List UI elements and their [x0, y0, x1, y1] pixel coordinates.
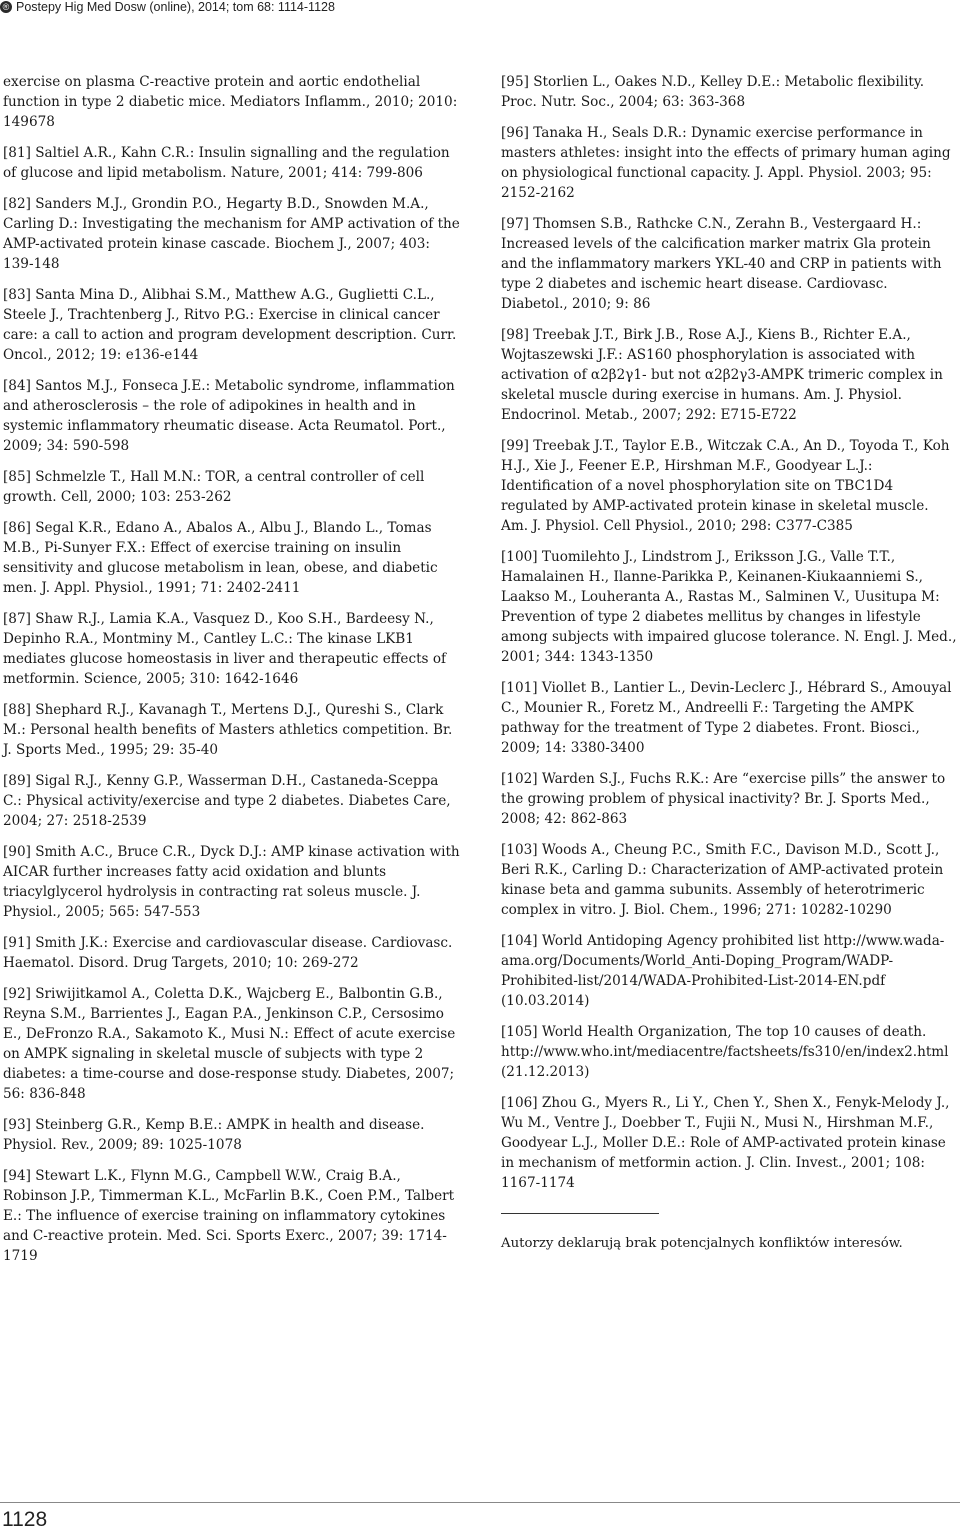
reference-item: [85] Schmelzle T., Hall M.N.: TOR, a central controller of cell growth. Cell, 2000; 103: 253-262 [3, 469, 425, 505]
page-number: 1128 [2, 1508, 48, 1531]
reference-item: [92] Sriwijitkamol A., Coletta D.K., Wajcberg E., Balbontin G.B., Reyna S.M., Barrientes J., Eagan P.A., Jenkinson C.P., Cersosimo E., DeFronzo R.A., Sakamoto K., Musi N.: Effect of acute exercise on AMPK signaling in skeletal muscle of subjects with type 2 diabetes: a time-course and dose-response study. Diabetes, 2007; 56: 836-848 [3, 986, 456, 1102]
reference-item: [106] Zhou G., Myers R., Li Y., Chen Y., Shen X., Fenyk-Melody J., Wu M., Ventre J., Doebber T., Fujii N., Musi N., Hirshman M.F., Goodyear L.J., Moller D.E.: Role of AMP-activated protein kinase in mechanism of metformin action. J. Clin. Invest., 2001; 108: 1167-1174 [501, 1095, 950, 1191]
journal-logo-icon: ® [0, 1, 12, 13]
running-header [0, 0, 960, 22]
reference-item: [103] Woods A., Cheung P.C., Smith F.C., Davison M.D., Scott J., Beri R.K., Carling D.: Characterization of AMP-activated protein kinase beta and gamma subunits. Assembly of heterotrimeric complex in vitro. J. Biol. Chem., 1996; 271: 10282-10290 [501, 842, 944, 918]
reference-item: [86] Segal K.R., Edano A., Abalos A., Albu J., Blando L., Tomas M.B., Pi-Sunyer F.X.: Effect of exercise training on insulin sensitivity and glucose metabolism in lean, obese, and diabetic men. J. Appl. Physiol., 1991; 71: 2402-2411 [3, 520, 438, 596]
reference-item: [90] Smith A.C., Bruce C.R., Dyck D.J.: AMP kinase activation with AICAR further increases fatty acid oxidation and blunts triacylglycerol hydrolysis in contracting rat soleus muscle. J. Physiol., 2005; 565: 547-553 [3, 844, 460, 920]
reference-item: [94] Stewart L.K., Flynn M.G., Campbell W.W., Craig B.A., Robinson J.P., Timmerman K.L., McFarlin B.K., Coen P.M., Talbert E.: The influence of exercise training on inflammatory cytokines and C-reactive protein. Med. Sci. Sports Exerc., 2007; 39: 1714-1719 [3, 1168, 455, 1264]
reference-item: exercise on plasma C-reactive protein and aortic endothelial function in type 2 diabetic mice. Mediators Inflamm., 2010; 2010: 149678 [3, 74, 458, 130]
reference-item: [98] Treebak J.T., Birk J.B., Rose A.J., Kiens B., Richter E.A., Wojtaszewski J.F.: AS160 phosphorylation is associated with activation of α2β2γ1- but not α2β2γ3-AMPK trimeric complex in skeletal muscle during exercise in humans. Am. J. Physiol. Endocrinol. Metab., 2007; 292: E715-E722 [501, 327, 943, 423]
reference-item: [87] Shaw R.J., Lamia K.A., Vasquez D., Koo S.H., Bardeesy N., Depinho R.A., Montminy M., Cantley L.C.: The kinase LKB1 mediates glucose homeostasis in liver and therapeutic effects of metformin. Science, 2005; 310: 1642-1646 [3, 611, 447, 687]
reference-item: [100] Tuomilehto J., Lindstrom J., Eriksson J.G., Valle T.T., Hamalainen H., Ilanne-Parikka P., Keinanen-Kiukaanniemi S., Laakso M., Louheranta A., Rastas M., Salminen V., Uusitupa M: Prevention of type 2 diabetes mellitus by changes in lifestyle among subjects with impaired glucose tolerance. N. Engl. J. Med., 2001; 344: 1343-1350 [501, 549, 957, 665]
reference-item: [84] Santos M.J., Fonseca J.E.: Metabolic syndrome, inflammation and atherosclerosis – the role of adipokines in health and in systemic inflammatory rheumatic disease. Acta Reumatol. Port., 2009; 34: 590-598 [3, 378, 455, 454]
reference-item: [83] Santa Mina D., Alibhai S.M., Matthew A.G., Guglietti C.L., Steele J., Trachtenberg J., Ritvo P.G.: Exercise in clinical cancer care: a call to action and program development description. Curr. Oncol., 2012; 19: e136-e144 [3, 287, 457, 363]
reference-item: [91] Smith J.K.: Exercise and cardiovascular disease. Cardiovasc. Haematol. Disord. Drug Targets, 2010; 10: 269-272 [3, 935, 453, 971]
reference-item: [102] Warden S.J., Fuchs R.K.: Are “exercise pills” the answer to the growing problem of physical inactivity? Br. J. Sports Med., 2008; 42: 862-863 [501, 771, 946, 827]
footnote-separator [501, 1213, 659, 1214]
reference-item: [105] World Health Organization, The top 10 causes of death. http://www.who.int/mediacentre/factsheets/fs310/en/index2.html (21.12.2013) [501, 1024, 949, 1080]
reference-item: [88] Shephard R.J., Kavanagh T., Mertens D.J., Qureshi S., Clark M.: Personal health benefits of Masters athletics competition. Br. J. Sports Med., 1995; 29: 35-40 [3, 702, 453, 758]
reference-item: [99] Treebak J.T., Taylor E.B., Witczak C.A., An D., Toyoda T., Koh H.J., Xie J., Feener E.P., Hirshman M.F., Goodyear L.J.: Identification of a novel phosphorylation site on TBC1D4 regulated by AMP-activated protein kinase in skeletal muscle. Am. J. Physiol. Cell Physiol., 2010; 298: C377-C385 [501, 438, 950, 534]
reference-item: [81] Saltiel A.R., Kahn C.R.: Insulin signalling and the regulation of glucose and lipid metabolism. Nature, 2001; 414: 799-806 [3, 145, 450, 181]
reference-item: [101] Viollet B., Lantier L., Devin-Leclerc J., Hébrard S., Amouyal C., Mounier R., Foretz M., Andreelli F.: Targeting the AMPK pathway for the treatment of Type 2 diabetes. Front. Biosci., 2009; 14: 3380-3400 [501, 680, 952, 756]
footer-divider [0, 1502, 960, 1503]
reference-item: [89] Sigal R.J., Kenny G.P., Wasserman D.H., Castaneda-Sceppa C.: Physical activity/exercise and type 2 diabetes. Diabetes Care, 2004; 27: 2518-2539 [3, 773, 451, 829]
reference-item: [97] Thomsen S.B., Rathcke C.N., Zerahn B., Vestergaard H.: Increased levels of the calcification marker matrix Gla protein and the inflammatory markers YKL-40 and CRP in patients with type 2 diabetes and ischemic heart disease. Cardiovasc. Diabetol., 2010; 9: 86 [501, 216, 942, 312]
conflict-of-interest-note: Autorzy deklarują brak potencjalnych konfliktów interesów. [501, 1236, 903, 1251]
reference-item: [82] Sanders M.J., Grondin P.O., Hegarty B.D., Snowden M.A., Carling D.: Investigating the mechanism for AMP activation of the AMP-activated protein kinase cascade. Biochem J., 2007; 403: 139-148 [3, 196, 460, 272]
reference-item: [93] Steinberg G.R., Kemp B.E.: AMPK in health and disease. Physiol. Rev., 2009; 89: 1025-1078 [3, 1117, 425, 1153]
reference-item: [95] Storlien L., Oakes N.D., Kelley D.E.: Metabolic flexibility. Proc. Nutr. Soc., 2004; 63: 363-368 [501, 74, 925, 110]
reference-column-right [501, 72, 958, 1267]
reference-item: [96] Tanaka H., Seals D.R.: Dynamic exercise performance in masters athletes: insight into the effects of primary human aging on physiological functional capacity. J. Appl. Physiol. 2003; 95: 2152-2162 [501, 125, 951, 201]
journal-citation: Postepy Hig Med Dosw (online), 2014; tom 68: 1114-1128 [16, 0, 335, 14]
reference-item: [104] World Antidoping Agency prohibited list http://www.wada-ama.org/Documents/World_Anti-Doping_Program/WADP-Prohibited-list/2014/WADA-Prohibited-List-2014-EN.pdf (10.03.2014) [501, 933, 945, 1009]
reference-column-left [3, 72, 461, 1277]
